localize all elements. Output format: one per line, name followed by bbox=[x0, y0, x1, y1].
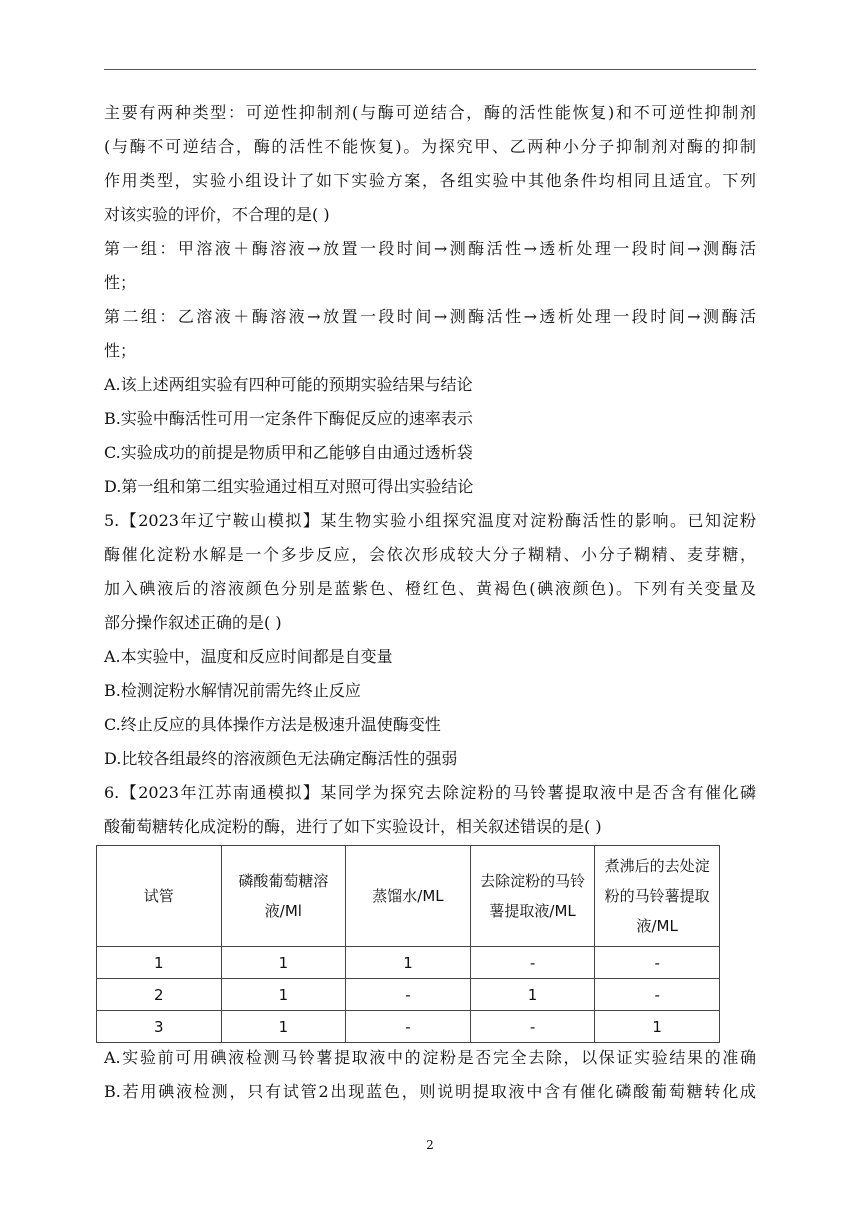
text-line: 酸葡萄糖转化成淀粉的酶，进行了如下实验设计，相关叙述错误的是( ) bbox=[104, 817, 602, 836]
text-line: 加入碘液后的溶液颜色分别是蓝紫色、橙红色、黄褐色(碘液颜色)。下列有关变量及 bbox=[104, 579, 756, 598]
page-number: 2 bbox=[426, 1138, 434, 1152]
text-line: (与酶不可逆结合，酶的活性不能恢复)。为探究甲、乙两种小分子抑制剂对酶的抑制 bbox=[104, 137, 756, 156]
table-row bbox=[97, 1011, 720, 1043]
header-rule bbox=[104, 69, 756, 70]
option-a: A.实验前可用碘液检测马铃薯提取液中的淀粉是否完全去除，以保证实验结果的准确 bbox=[104, 1048, 756, 1067]
table-cell: - bbox=[470, 947, 595, 979]
text-line: 酶催化淀粉水解是一个多步反应，会依次形成较大分子糊精、小分子糊精、麦芽糖， bbox=[104, 545, 756, 564]
text-line: 主要有两种类型：可逆性抑制剂(与酶可逆结合，酶的活性能恢复)和不可逆性抑制剂 bbox=[104, 103, 756, 122]
text-line: 作用类型，实验小组设计了如下实验方案，各组实验中其他条件均相同且适宜。下列 bbox=[104, 171, 756, 190]
option-d: D.第一组和第二组实验通过相互对照可得出实验结论 bbox=[104, 477, 474, 496]
option-c: C.终止反应的具体操作方法是极速升温使酶变性 bbox=[104, 715, 441, 734]
table-header-row bbox=[97, 846, 720, 947]
experiment-table bbox=[96, 845, 720, 1043]
table-cell: 1 bbox=[221, 1011, 346, 1043]
option-b: B.检测淀粉水解情况前需先终止反应 bbox=[104, 681, 361, 700]
table-cell: - bbox=[470, 1011, 595, 1043]
text-line: 对该实验的评价，不合理的是( ) bbox=[104, 205, 330, 224]
column-header: 煮沸后的去处淀粉的马铃薯提取液/ML bbox=[595, 846, 720, 947]
table-cell: 3 bbox=[97, 1011, 222, 1043]
column-header: 磷酸葡萄糖溶液/Ml bbox=[221, 846, 346, 947]
table-cell: 1 bbox=[97, 947, 222, 979]
table-row bbox=[97, 947, 720, 979]
text-line: 部分操作叙述正确的是( ) bbox=[104, 613, 282, 632]
table-cell: - bbox=[595, 979, 720, 1011]
option-c: C.实验成功的前提是物质甲和乙能够自由通过透析袋 bbox=[104, 443, 473, 462]
question-6-stem: 6.【2023年江苏南通模拟】某同学为探究去除淀粉的马铃薯提取液中是否含有催化磷 bbox=[104, 783, 756, 802]
table-cell: - bbox=[346, 1011, 471, 1043]
table-cell: 1 bbox=[221, 947, 346, 979]
question-5-stem: 5.【2023年辽宁鞍山模拟】某生物实验小组探究温度对淀粉酶活性的影响。已知淀粉 bbox=[104, 511, 756, 530]
option-d: D.比较各组最终的溶液颜色无法确定酶活性的强弱 bbox=[104, 749, 458, 768]
option-b: B.实验中酶活性可用一定条件下酶促反应的速率表示 bbox=[104, 409, 473, 428]
table-cell: - bbox=[595, 947, 720, 979]
table-row bbox=[97, 979, 720, 1011]
option-a: A.本实验中，温度和反应时间都是自变量 bbox=[104, 647, 393, 666]
question-6-options bbox=[104, 1041, 756, 1109]
question-text bbox=[104, 96, 756, 844]
text-line: 性； bbox=[104, 341, 137, 360]
text-line: 第二组：乙溶液＋酶溶液→放置一段时间→测酶活性→透析处理一段时间→测酶活 bbox=[104, 307, 756, 326]
table-cell: 1 bbox=[470, 979, 595, 1011]
option-b: B.若用碘液检测，只有试管2出现蓝色，则说明提取液中含有催化磷酸葡萄糖转化成 bbox=[104, 1082, 756, 1101]
column-header: 试管 bbox=[97, 846, 222, 947]
text-line: 第一组：甲溶液＋酶溶液→放置一段时间→测酶活性→透析处理一段时间→测酶活 bbox=[104, 239, 756, 258]
text-line: 性； bbox=[104, 273, 137, 292]
column-header: 蒸馏水/ML bbox=[346, 846, 471, 947]
table-cell: 1 bbox=[595, 1011, 720, 1043]
option-a: A.该上述两组实验有四种可能的预期实验结果与结论 bbox=[104, 375, 473, 394]
table-cell: 1 bbox=[221, 979, 346, 1011]
column-header: 去除淀粉的马铃薯提取液/ML bbox=[470, 846, 595, 947]
table-cell: 2 bbox=[97, 979, 222, 1011]
table-cell: - bbox=[346, 979, 471, 1011]
table-cell: 1 bbox=[346, 947, 471, 979]
